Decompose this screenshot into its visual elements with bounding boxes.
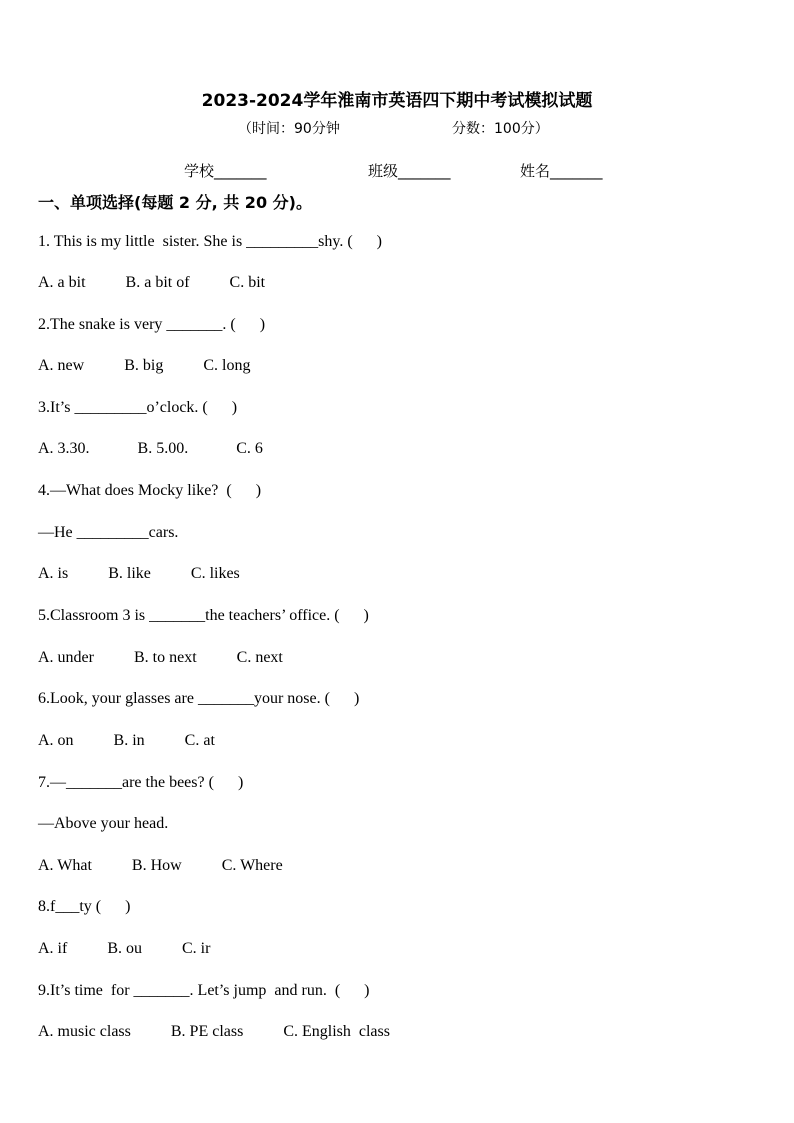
question-5: 5.Classroom 3 is _______the teachers’ office. ( ) (38, 607, 369, 624)
question-7: 7.—_______are the bees? ( ) (38, 774, 244, 791)
exam-time: （时间：90分钟 (238, 121, 340, 137)
question-9: 9.It’s time for _______. Let’s jump and run. ( ) (38, 982, 370, 999)
question-5-options: A. under B. to next C. next (38, 649, 283, 666)
class-field: 班级_______ (368, 162, 451, 180)
question-9-options: A. music class B. PE class C. English class (38, 1023, 390, 1040)
section-title: 一、单项选择(每题 2 分, 共 20 分)。 (38, 193, 312, 212)
question-2-options: A. new B. big C. long (38, 357, 251, 374)
question-4-answer-line: —He _________cars. (38, 524, 179, 541)
question-2: 2.The snake is very _______. ( ) (38, 316, 266, 333)
question-1-options: A. a bit B. a bit of C. bit (38, 274, 266, 291)
question-3-options: A. 3.30. B. 5.00. C. 6 (38, 440, 263, 457)
school-field: 学校_______ (184, 162, 267, 180)
exam-score: 分数：100分） (452, 121, 549, 137)
question-4: 4.—What does Mocky like? ( ) (38, 482, 262, 499)
question-6: 6.Look, your glasses are _______your nose. ( ) (38, 690, 360, 707)
question-7-options: A. What B. How C. Where (38, 857, 283, 874)
question-1: 1. This is my little sister. She is _________shy. ( ) (38, 233, 383, 250)
question-7-answer-line: —Above your head. (38, 815, 169, 832)
question-8-options: A. if B. ou C. ir (38, 940, 211, 957)
question-3: 3.It’s _________o’clock. ( ) (38, 399, 238, 416)
question-4-options: A. is B. like C. likes (38, 565, 240, 582)
page-title: 2023-2024学年淮南市英语四下期中考试模拟试题 (201, 91, 593, 111)
name-field: 姓名_______ (520, 162, 603, 180)
question-6-options: A. on B. in C. at (38, 732, 215, 749)
question-8: 8.f___ty ( ) (38, 898, 131, 915)
